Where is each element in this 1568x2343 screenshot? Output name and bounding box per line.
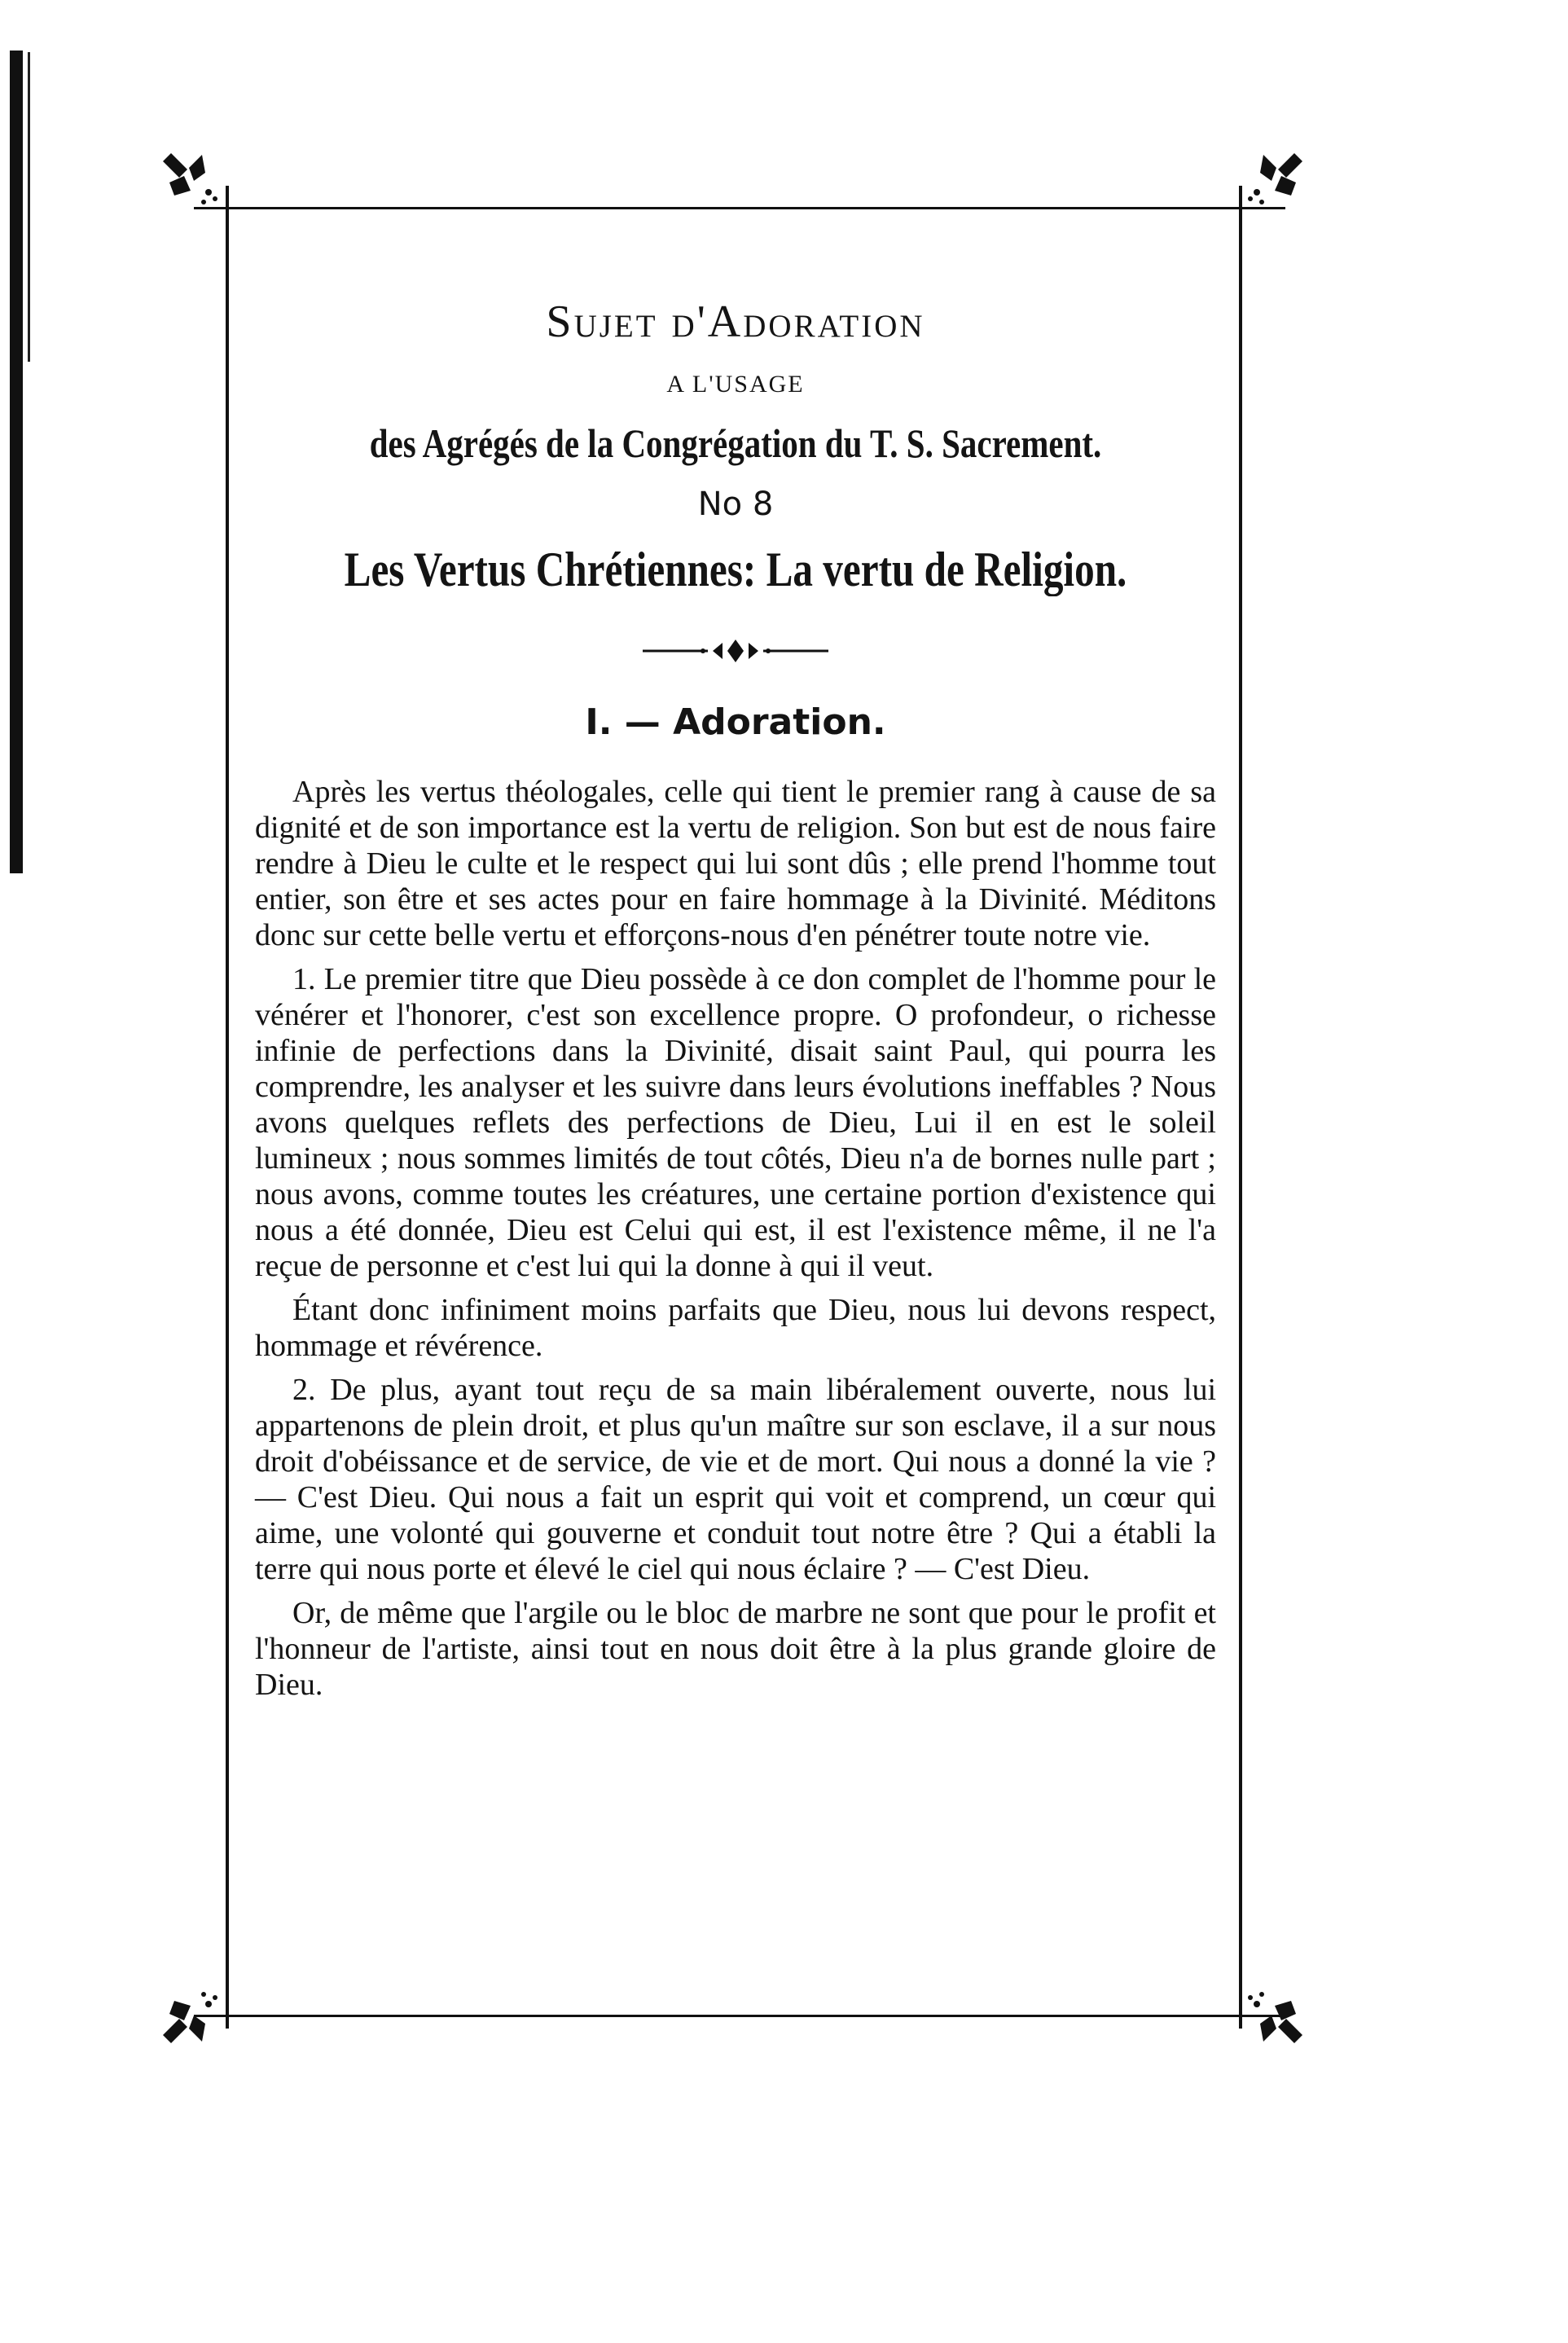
corner-ornament-bottom-right bbox=[1232, 1973, 1311, 2051]
scan-edge-shadow-secondary bbox=[28, 52, 30, 362]
section-heading: I. — Adoration. bbox=[585, 701, 886, 743]
page-subtitle: A L'USAGE bbox=[666, 371, 805, 398]
audience-line: des Agrégés de la Congrégation du T. S. Sacrement. bbox=[369, 420, 1102, 466]
top-border-rule bbox=[194, 207, 1285, 209]
paragraph-conclusion-1: Étant donc infiniment moins parfaits que Dieu, nous lui devons respect, hommage et révérence. bbox=[255, 1293, 1216, 1363]
page-content bbox=[255, 293, 1216, 1703]
corner-ornament-top-left bbox=[155, 145, 233, 223]
paragraph-intro: Après les vertus théologales, celle qui tient le premier rang à cause de sa dignité et de son importance est la vertu de religion. Son but est de nous faire rendre à Dieu le culte et le respect qui lui sont dûs ; elle prend l'homme tout entier, son être et ses actes pour en faire hommage à la Divinité. Méditons donc sur cette belle vertu et efforçons-nous d'en pénétrer toute notre vie. bbox=[255, 775, 1216, 952]
paragraph-point-1: 1. Le premier titre que Dieu possède à ce don complet de l'homme pour le vénérer et l'honorer, c'est son excellence propre. O profondeur, o richesse infinie de perfections dans la Divinité, disait saint Paul, qui pourra les comprendre, les analyser et les suivre dans leurs évolutions ineffables ? Nous avons quelques reflets des perfections de Dieu, Lui il en est le soleil lumineux ; nous sommes limités de tout côtés, Dieu n'a de bornes nulle part ; nous avons, comme toutes les créatures, une certaine portion d'existence qui nous a été donnée, Dieu est Celui qui est, il est l'existence même, il ne l'a reçue de personne et c'est lui qui la donne à qui il veut. bbox=[255, 962, 1216, 1283]
scan-edge-shadow bbox=[10, 51, 23, 873]
divider-ornament bbox=[638, 637, 833, 665]
issue-number: No 8 bbox=[697, 486, 774, 523]
bottom-border-rule bbox=[194, 2015, 1285, 2017]
paragraph-point-2: 2. De plus, ayant tout reçu de sa main libéralement ouverte, nous lui appartenons de plein droit, et plus qu'un maître sur son esclave, il a sur nous droit d'obéissance et de service, de vie et de mort. Qui nous a donné la vie ? — C'est Dieu. Qui nous a fait un esprit qui voit et comprend, un cœur qui aime, une volonté qui gouverne et conduit tout notre être ? Qui a établi la terre qui nous porte et élevé le ciel qui nous éclaire ? — C'est Dieu. bbox=[255, 1373, 1216, 1586]
paragraph-conclusion-2: Or, de même que l'argile ou le bloc de marbre ne sont que pour le profit et l'honneur de l'artiste, ainsi tout en nous doit être à la plus grande gloire de Dieu. bbox=[255, 1596, 1216, 1702]
page-title: Sujet d'Adoration bbox=[546, 297, 925, 347]
corner-ornament-top-right bbox=[1232, 145, 1311, 223]
topic-heading: Les Vertus Chrétiennes: La vertu de Religion. bbox=[344, 543, 1127, 596]
corner-ornament-bottom-left bbox=[155, 1973, 233, 2051]
